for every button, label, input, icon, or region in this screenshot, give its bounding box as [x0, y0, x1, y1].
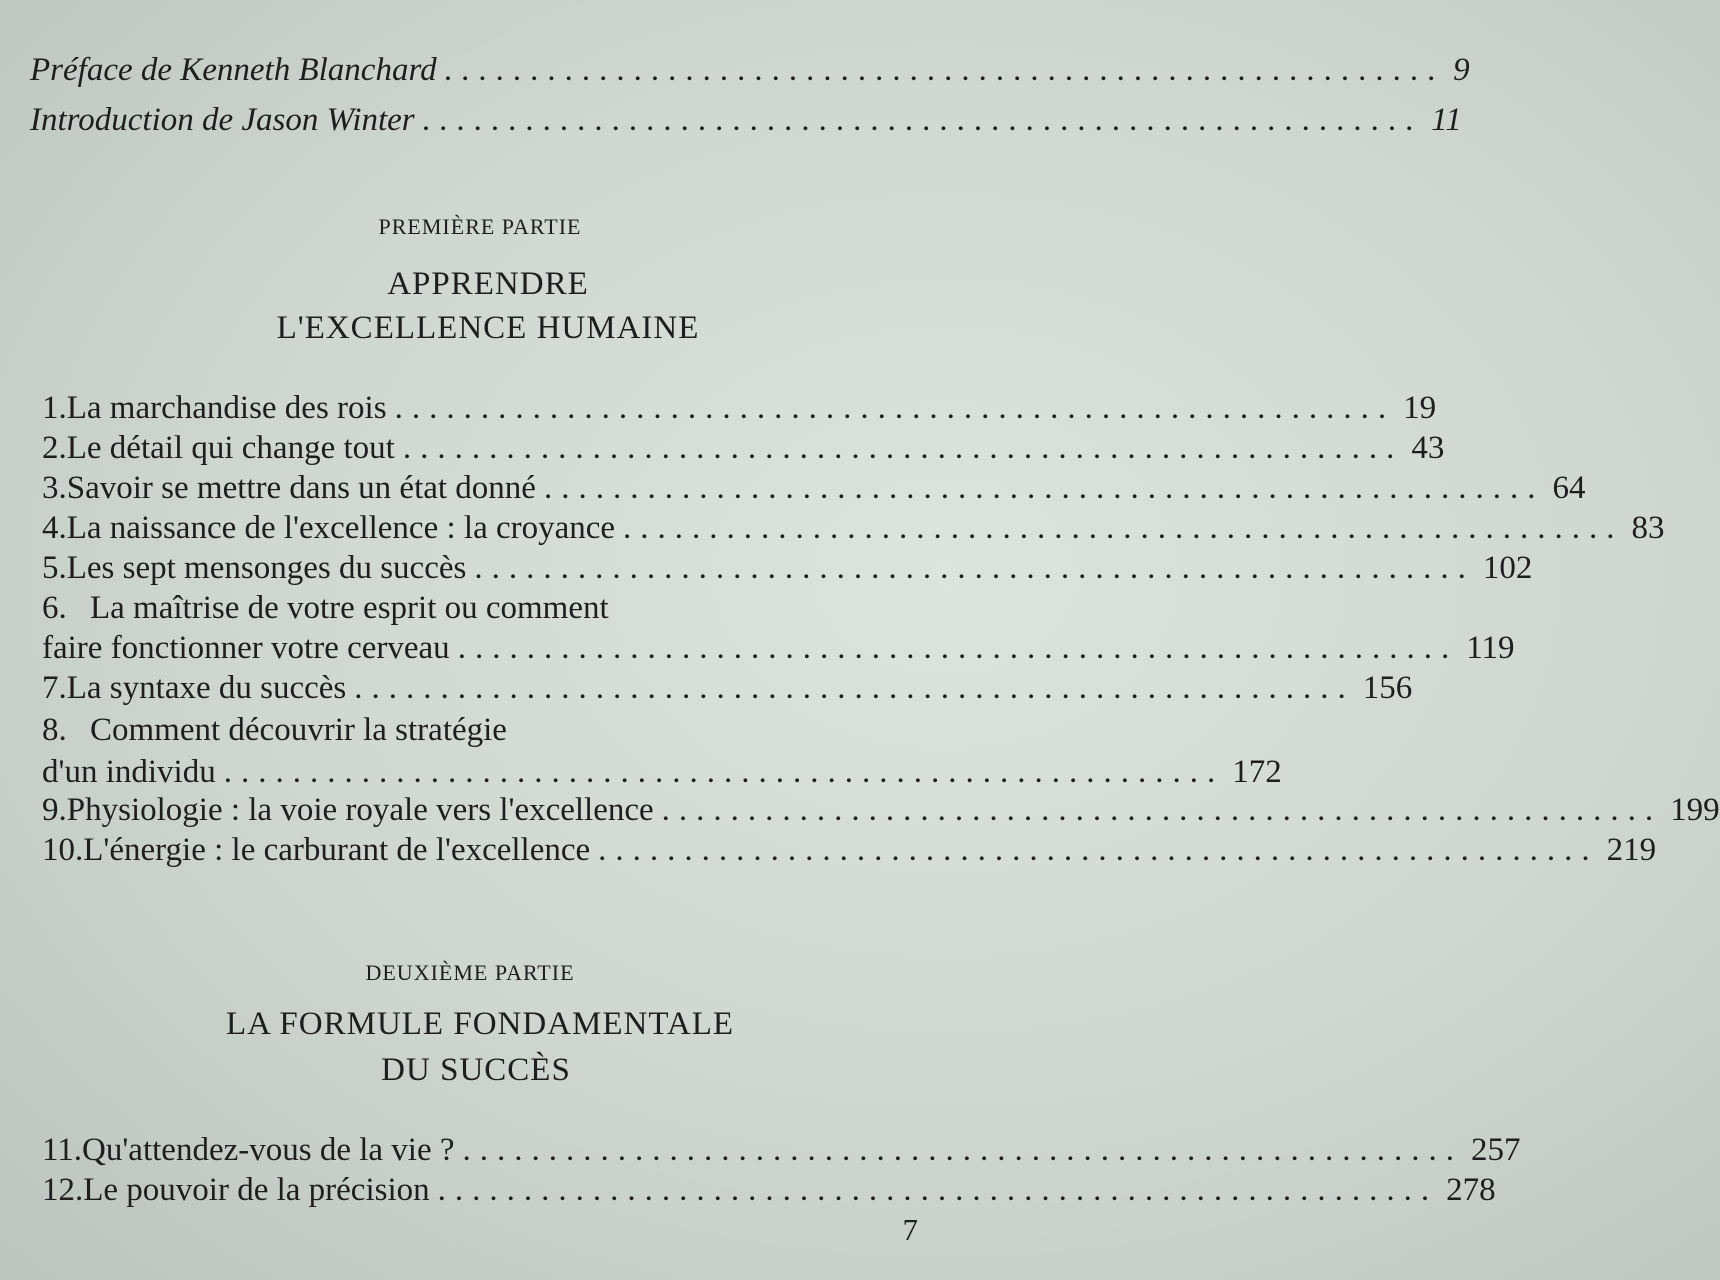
toc-entry: [42, 1130, 1521, 1170]
chapter-title: La naissance de l'excellence : la croyance: [66, 510, 616, 546]
part-title-line1: APPRENDRE: [387, 266, 589, 302]
entry-page: 11: [1431, 102, 1462, 138]
chapter-page: 43: [1411, 430, 1445, 466]
chapter-number: 7.: [42, 670, 67, 706]
part-title-line1: LA FORMULE FONDAMENTALE: [225, 1006, 735, 1042]
chapter-title: La syntaxe du succès: [66, 670, 347, 706]
chapter-title: Comment découvrir la stratégie: [90, 712, 507, 748]
toc-entry-continuation: [42, 752, 1282, 792]
dot-leader: ..........................................................: [623, 510, 1624, 546]
toc-entry: [42, 668, 1413, 708]
chapter-number: 1.: [42, 390, 67, 426]
dot-leader: ..........................................................: [354, 670, 1355, 706]
chapter-title: Le détail qui change tout: [66, 430, 395, 466]
chapter-number: 3.: [42, 470, 67, 506]
toc-entry-continuation: [42, 628, 1515, 668]
chapter-number: 6.: [42, 590, 67, 626]
dot-leader: ..........................................................: [437, 1172, 1439, 1208]
dot-leader: ..........................................................: [462, 1132, 1463, 1168]
chapter-page: 83: [1631, 510, 1665, 546]
chapter-title: d'un individu: [42, 754, 216, 790]
toc-entry: [42, 790, 1720, 830]
chapter-page: 219: [1606, 832, 1657, 868]
chapter-number: 11.: [42, 1132, 83, 1168]
toc-entry: [42, 588, 928, 628]
chapter-page: 102: [1482, 550, 1533, 586]
toc-entry-introduction: [30, 100, 1462, 140]
part-title-line2: DU SUCCÈS: [381, 1052, 571, 1088]
chapter-number: 9.: [42, 792, 67, 828]
dot-leader: ..........................................................: [394, 390, 1396, 426]
chapter-title: L'énergie : le carburant de l'excellence: [83, 832, 591, 868]
toc-entry: [42, 710, 928, 750]
part-label: PREMIÈRE PARTIE: [378, 214, 582, 239]
part-title-line2: L'EXCELLENCE HUMAINE: [276, 310, 700, 346]
dot-leader: ..........................................................: [457, 630, 1459, 666]
chapter-number: 8.: [42, 712, 67, 748]
chapter-title: Les sept mensonges du succès: [66, 550, 467, 586]
chapter-page: 19: [1403, 390, 1437, 426]
chapter-number: 4.: [42, 510, 67, 546]
dot-leader: ..........................................................: [661, 792, 1663, 828]
chapter-title: Le pouvoir de la précision: [83, 1172, 430, 1208]
toc-entry: [42, 428, 1445, 468]
dot-leader: ..........................................................: [598, 832, 1599, 868]
toc-entry: [42, 548, 1533, 588]
chapter-title: Qu'attendez-vous de la vie ?: [82, 1132, 455, 1168]
chapter-page: 257: [1471, 1132, 1521, 1168]
chapter-title: Savoir se mettre dans un état donné: [66, 470, 536, 506]
page-number: 7: [902, 1212, 918, 1247]
chapter-page: 156: [1362, 670, 1413, 706]
chapter-page: 64: [1552, 470, 1586, 506]
chapter-number: 12.: [42, 1172, 84, 1208]
chapter-title: Physiologie : la voie royale vers l'excellence: [66, 792, 654, 828]
chapter-title: faire fonctionner votre cerveau: [42, 630, 450, 666]
toc-entry-preface: [30, 50, 1470, 90]
toc-entry: [42, 830, 1657, 870]
dot-leader: ..........................................................: [422, 102, 1424, 138]
chapter-number: 5.: [42, 550, 67, 586]
toc-entry: [42, 468, 1586, 508]
chapter-page: 119: [1466, 630, 1515, 666]
dot-leader: ..........................................................: [223, 754, 1225, 790]
chapter-number: 10.: [42, 832, 84, 868]
toc-entry: [42, 388, 1437, 428]
entry-page: 9: [1453, 52, 1470, 88]
toc-entry: [42, 508, 1665, 548]
dot-leader: ..........................................................: [543, 470, 1545, 506]
dot-leader: ..........................................................: [444, 52, 1446, 88]
dot-leader: ..........................................................: [474, 550, 1475, 586]
chapter-title: La maîtrise de votre esprit ou comment: [90, 590, 609, 626]
chapter-title: La marchandise des rois: [66, 390, 387, 426]
entry-title: Préface de Kenneth Blanchard: [30, 52, 437, 88]
chapter-number: 2.: [42, 430, 67, 466]
entry-title: Introduction de Jason Winter: [30, 102, 415, 138]
toc-entry: [42, 1170, 1496, 1210]
chapter-page: 172: [1232, 754, 1282, 790]
part-label: DEUXIÈME PARTIE: [365, 960, 575, 985]
chapter-page: 199: [1670, 792, 1720, 828]
chapter-page: 278: [1446, 1172, 1496, 1208]
dot-leader: ..........................................................: [402, 430, 1404, 466]
